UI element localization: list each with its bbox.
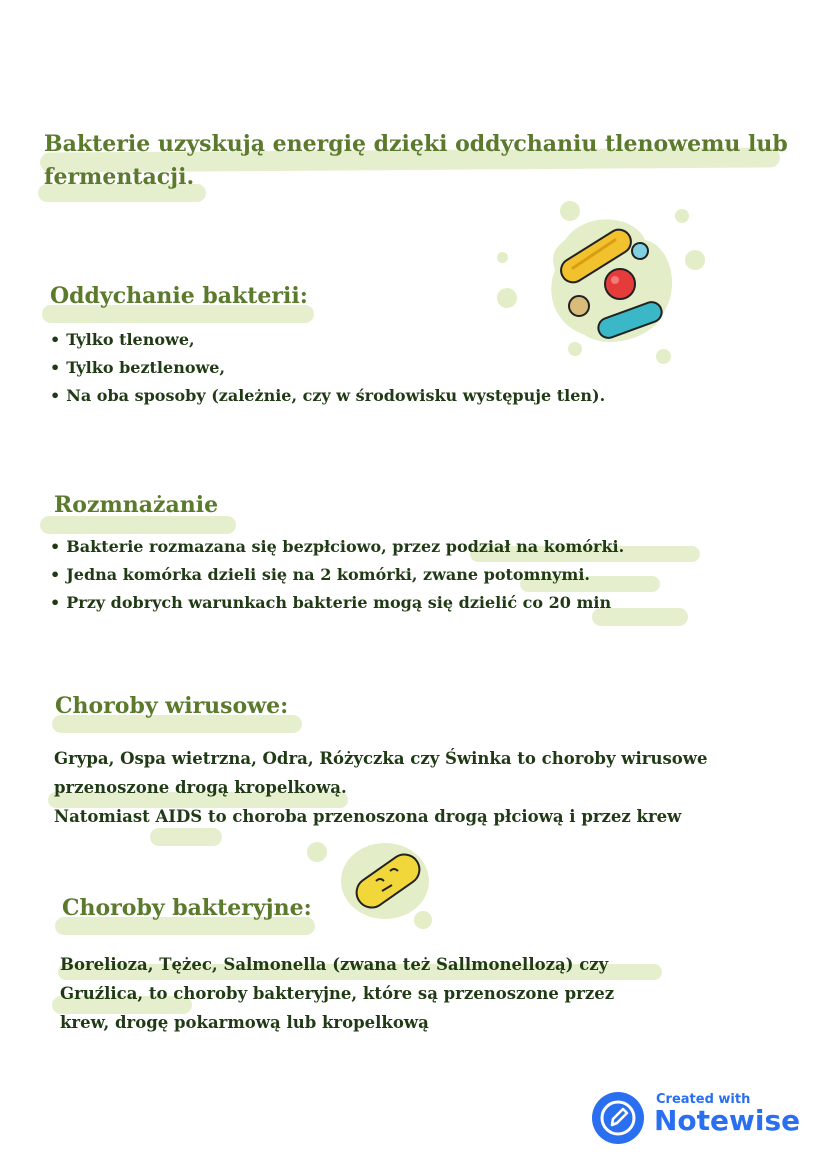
- decor-dot: [497, 288, 517, 308]
- highlight-reproduction-heading: [40, 516, 236, 534]
- round-bacterium-blue: [632, 243, 648, 259]
- viral-line-1: Grypa, Ospa wietrzna, Odra, Różyczka czy Świnka to choroby wirusowe: [54, 749, 708, 768]
- viral-line-2: przenoszone drogą kropelkową.: [54, 778, 347, 797]
- bacterial-line-1: Borelioza, Tężec, Salmonella (zwana też Sallmonellozą) czy: [60, 955, 609, 974]
- decor-dot: [685, 250, 705, 270]
- bacillus-illustration: [338, 836, 438, 926]
- bacterial-line-3: krew, drogę pokarmową lub kropelkową: [60, 1013, 429, 1032]
- bacterial-paragraph: [60, 950, 614, 1037]
- decor-dot: [307, 842, 327, 862]
- list-item: • Tylko tlenowe,: [50, 326, 605, 354]
- badge-created-with: Created with: [656, 1092, 751, 1107]
- decor-dot: [656, 349, 671, 364]
- respiration-heading: Oddychanie bakterii:: [50, 283, 308, 309]
- intro-line-2: fermentacji.: [44, 164, 195, 190]
- notewise-badge[interactable]: [592, 1090, 807, 1146]
- reproduction-heading: Rozmnażanie: [54, 492, 219, 518]
- respiration-list: [50, 326, 605, 410]
- list-item: • Jedna komórka dzieli się na 2 komórki, zwane potomnymi.: [50, 561, 624, 589]
- list-item: • Bakterie rozmazana się bezpłciowo, przez podział na komórki.: [50, 533, 624, 561]
- viral-paragraph: [54, 744, 707, 831]
- intro-text: [44, 128, 804, 194]
- list-item: • Przy dobrych warunkach bakterie mogą się dzielić co 20 min: [50, 589, 624, 617]
- bacterial-line-2: Gruźlica, to choroby bakteryjne, które są przenoszone przez: [60, 984, 615, 1003]
- viral-line-3: Natomiast AIDS to choroba przenoszona drogą płciową i przez krew: [54, 807, 682, 826]
- reproduction-list: [50, 533, 624, 617]
- badge-brand-name: Notewise: [654, 1104, 801, 1137]
- list-item: • Tylko beztlenowe,: [50, 354, 605, 382]
- bacterial-heading: Choroby bakteryjne:: [62, 895, 312, 921]
- pencil-icon: [592, 1092, 644, 1144]
- round-bacterium-red: [605, 269, 635, 299]
- intro-line-1: Bakterie uzyskują energię dzięki oddychaniu tlenowemu lub: [44, 131, 788, 157]
- decor-dot: [497, 252, 508, 263]
- round-bacterium-tan: [569, 296, 589, 316]
- viral-heading: Choroby wirusowe:: [55, 693, 289, 719]
- list-item: • Na oba sposoby (zależnie, czy w środowisku występuje tlen).: [50, 382, 605, 410]
